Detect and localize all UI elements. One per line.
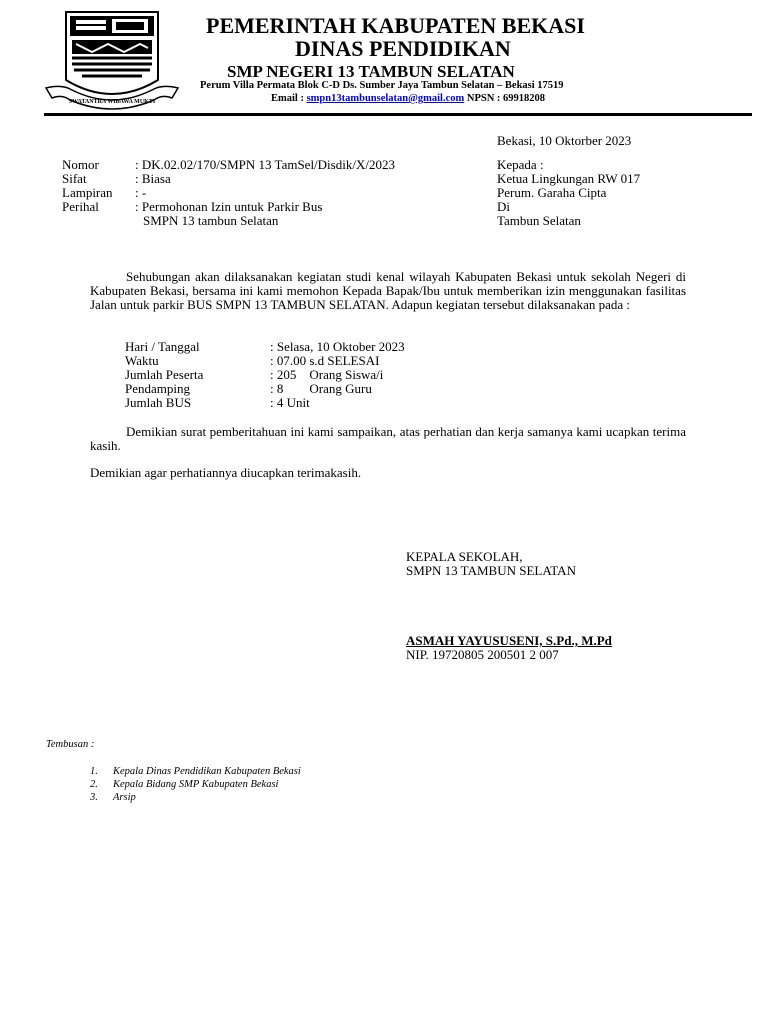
detail-label: Waktu	[125, 353, 159, 368]
emblem-motto: SWATANTRA WIBAWA MUKTI	[68, 99, 156, 105]
header-school: SMP NEGERI 13 TAMBUN SELATAN	[227, 62, 515, 81]
header-government: PEMERINTAH KABUPATEN BEKASI	[206, 13, 585, 38]
recipient-line: Di	[497, 199, 510, 214]
meta-value-lampiran: : -	[135, 185, 147, 200]
cc-item-number: 3.	[90, 792, 98, 803]
body-paragraph-intro: Sehubungan akan dilaksanakan kegiatan studi kenal wilayah Kabupaten Bekasi untuk sekolah Negeri di Kabupaten Bekasi, bersama ini kami memohon Kepada Bapak/Ibu untuk memberikan izin menggunakan fasilitas Jalan untuk parkir BUS SMPN 13 TAMBUN SELATAN. Adapun kegiatan tersebut dilaksanakan pada :	[90, 269, 686, 312]
meta-label-perihal: Perihal	[62, 199, 99, 214]
cc-item-number: 2.	[90, 779, 98, 790]
recipient-line: Perum. Garaha Cipta	[497, 185, 607, 200]
detail-value: : 205 Orang Siswa/i	[270, 367, 384, 382]
signature-name: ASMAH YAYUSUSENI, S.Pd., M.Pd	[406, 633, 612, 648]
regency-emblem-logo	[42, 10, 182, 114]
detail-label: Hari / Tanggal	[125, 339, 200, 354]
cc-item-text: Kepala Bidang SMP Kabupaten Bekasi	[113, 779, 279, 790]
detail-label: Jumlah Peserta	[125, 367, 204, 382]
letter-date: Bekasi, 10 Oktorber 2023	[497, 133, 632, 148]
meta-label-sifat: Sifat	[62, 171, 87, 186]
meta-label-nomor: Nomor	[62, 157, 99, 172]
meta-value-sifat: : Biasa	[135, 171, 171, 186]
body-paragraph-closing: Demikian surat pemberitahuan ini kami sampaikan, atas perhatian dan kerja samanya kami ucapkan terima kasih.	[90, 424, 686, 453]
header-contact	[271, 93, 545, 104]
header-address: Perum Villa Permata Blok C-D Ds. Sumber Jaya Tambun Selatan – Bekasi 17519	[200, 80, 564, 91]
cc-label: Tembusan :	[46, 739, 95, 750]
detail-value: : 8 Orang Guru	[270, 381, 372, 396]
email-label: Email :	[271, 93, 307, 104]
meta-perihal-continued: SMPN 13 tambun Selatan	[143, 213, 279, 228]
detail-value: : 4 Unit	[270, 395, 310, 410]
email-link[interactable]: smpn13tambunselatan@gmail.com	[306, 93, 465, 104]
recipient-line: Tambun Selatan	[497, 213, 581, 228]
signature-title: KEPALA SEKOLAH,	[406, 549, 523, 564]
detail-value: : 07.00 s.d SELESAI	[270, 353, 380, 368]
header-department: DINAS PENDIDIKAN	[295, 36, 511, 61]
npsn-text: NPSN : 69918208	[464, 93, 546, 104]
meta-label-lampiran: Lampiran	[62, 185, 113, 200]
detail-label: Pendamping	[125, 381, 190, 396]
meta-value-nomor: : DK.02.02/170/SMPN 13 TamSel/Disdik/X/2023	[135, 157, 395, 172]
signature-nip: NIP. 19720805 200501 2 007	[406, 647, 559, 662]
recipient-line: Kepada :	[497, 157, 544, 172]
cc-item-text: Kepala Dinas Pendidikan Kabupaten Bekasi	[113, 766, 301, 777]
signature-school: SMPN 13 TAMBUN SELATAN	[406, 563, 576, 578]
header-divider	[44, 113, 752, 116]
recipient-line: Ketua Lingkungan RW 017	[497, 171, 641, 186]
cc-item-number: 1.	[90, 766, 98, 777]
detail-value: : Selasa, 10 Oktober 2023	[270, 339, 405, 354]
detail-label: Jumlah BUS	[125, 395, 192, 410]
cc-item-text: Arsip	[113, 792, 136, 803]
meta-value-perihal: : Permohonan Izin untuk Parkir Bus	[135, 199, 323, 214]
body-paragraph-final: Demikian agar perhatiannya diucapkan terimakasih.	[90, 465, 362, 480]
